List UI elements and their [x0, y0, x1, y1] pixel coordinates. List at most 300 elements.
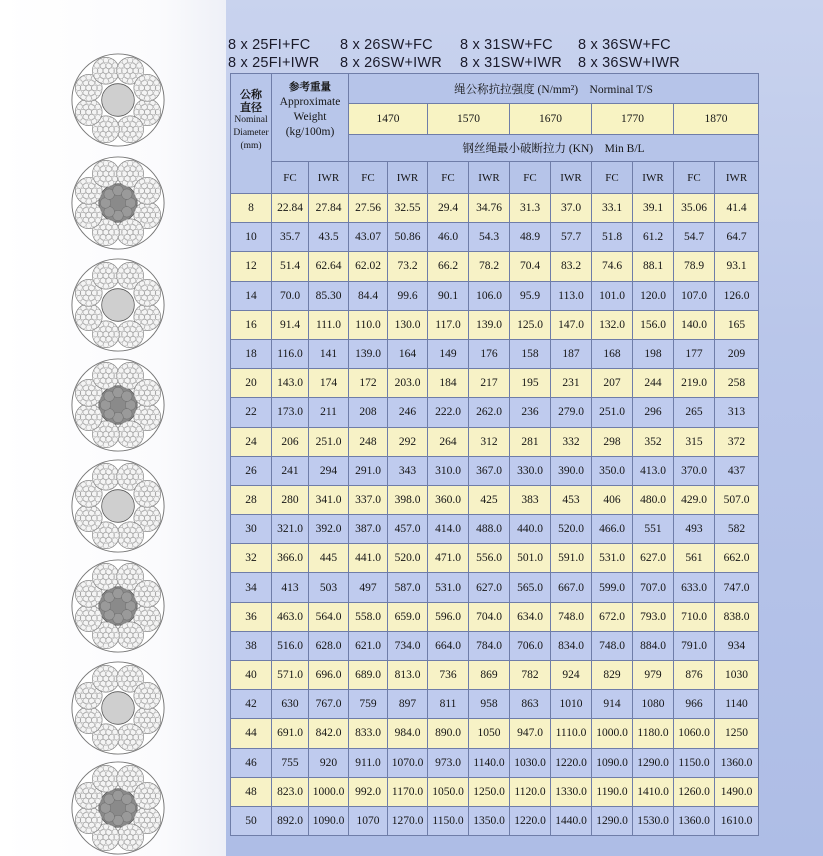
value-cell: 429.0	[674, 485, 715, 514]
value-cell: 829	[592, 661, 633, 690]
value-cell: 206	[272, 427, 309, 456]
column-fc-header: FC	[510, 162, 551, 194]
breaking-load-header: 钢丝绳最小破断拉力 (KN) Min B/L	[349, 135, 759, 162]
value-cell: 696.0	[309, 661, 349, 690]
value-cell: 156.0	[633, 310, 674, 339]
value-cell: 330.0	[510, 456, 551, 485]
value-cell: 337.0	[349, 485, 388, 514]
value-cell: 244	[633, 369, 674, 398]
value-cell: 984.0	[388, 719, 428, 748]
column-fc-header: FC	[674, 162, 715, 194]
table-row	[231, 310, 759, 339]
value-cell: 246	[388, 398, 428, 427]
value-cell: 390.0	[551, 456, 592, 485]
value-cell: 1080	[633, 690, 674, 719]
value-cell: 979	[633, 661, 674, 690]
value-cell: 599.0	[592, 573, 633, 602]
value-cell: 823.0	[272, 777, 309, 806]
value-cell: 1440.0	[551, 806, 592, 835]
table-row	[231, 281, 759, 310]
title-8x36sw-iwr: 8 x 36SW+IWR	[578, 55, 680, 71]
value-cell: 784.0	[469, 631, 510, 660]
strength-1470: 1470	[349, 104, 428, 135]
value-cell: 591.0	[551, 544, 592, 573]
column-iwr-header: IWR	[633, 162, 674, 194]
value-cell: 70.4	[510, 252, 551, 281]
diameter-cell: 12	[231, 252, 272, 281]
weight-header	[272, 74, 349, 162]
table-row	[231, 777, 759, 806]
value-cell: 1140	[715, 690, 759, 719]
value-cell: 140.0	[674, 310, 715, 339]
value-cell: 1010	[551, 690, 592, 719]
diameter-cell: 14	[231, 281, 272, 310]
diameter-cell: 10	[231, 223, 272, 252]
value-cell: 706.0	[510, 631, 551, 660]
value-cell: 911.0	[349, 748, 388, 777]
title-8x36sw-fc: 8 x 36SW+FC	[578, 37, 671, 53]
rope-cross-section-diagram	[70, 558, 166, 654]
value-cell: 551	[633, 515, 674, 544]
value-cell: 143.0	[272, 369, 309, 398]
value-cell: 141	[309, 339, 349, 368]
value-cell: 383	[510, 485, 551, 514]
value-cell: 35.06	[674, 194, 715, 223]
value-cell: 1360.0	[674, 806, 715, 835]
value-cell: 106.0	[469, 281, 510, 310]
value-cell: 914	[592, 690, 633, 719]
value-cell: 621.0	[349, 631, 388, 660]
value-cell: 672.0	[592, 602, 633, 631]
value-cell: 258	[715, 369, 759, 398]
value-cell: 292	[388, 427, 428, 456]
strength-1570: 1570	[428, 104, 510, 135]
value-cell: 360.0	[428, 485, 469, 514]
value-cell: 280	[272, 485, 309, 514]
value-cell: 164	[388, 339, 428, 368]
column-fc-header: FC	[272, 162, 309, 194]
value-cell: 628.0	[309, 631, 349, 660]
value-cell: 507.0	[715, 485, 759, 514]
value-cell: 33.1	[592, 194, 633, 223]
value-cell: 691.0	[272, 719, 309, 748]
value-cell: 34.76	[469, 194, 510, 223]
value-cell: 406	[592, 485, 633, 514]
value-cell: 111.0	[309, 310, 349, 339]
value-cell: 1180.0	[633, 719, 674, 748]
value-cell: 503	[309, 573, 349, 602]
strength-1770: 1770	[592, 104, 674, 135]
value-cell: 110.0	[349, 310, 388, 339]
value-cell: 332	[551, 427, 592, 456]
value-cell: 27.84	[309, 194, 349, 223]
value-cell: 366.0	[272, 544, 309, 573]
value-cell: 747.0	[715, 573, 759, 602]
value-cell: 90.1	[428, 281, 469, 310]
table-row	[231, 485, 759, 514]
weight-en-1: Approximate	[279, 96, 341, 108]
value-cell: 343	[388, 456, 428, 485]
value-cell: 1000.0	[592, 719, 633, 748]
value-cell: 466.0	[592, 515, 633, 544]
value-cell: 1220.0	[510, 806, 551, 835]
value-cell: 897	[388, 690, 428, 719]
value-cell: 177	[674, 339, 715, 368]
value-cell: 172	[349, 369, 388, 398]
value-cell: 531.0	[428, 573, 469, 602]
diameter-cell: 40	[231, 661, 272, 690]
value-cell: 992.0	[349, 777, 388, 806]
value-cell: 1140.0	[469, 748, 510, 777]
value-cell: 659.0	[388, 602, 428, 631]
value-cell: 207	[592, 369, 633, 398]
value-cell: 31.3	[510, 194, 551, 223]
table-row	[231, 398, 759, 427]
value-cell: 596.0	[428, 602, 469, 631]
value-cell: 662.0	[715, 544, 759, 573]
table-row	[231, 369, 759, 398]
value-cell: 437	[715, 456, 759, 485]
value-cell: 352	[633, 427, 674, 456]
table-row	[231, 690, 759, 719]
value-cell: 561	[674, 544, 715, 573]
value-cell: 973.0	[428, 748, 469, 777]
value-cell: 392.0	[309, 515, 349, 544]
value-cell: 1270.0	[388, 806, 428, 835]
value-cell: 1110.0	[551, 719, 592, 748]
value-cell: 158	[510, 339, 551, 368]
value-cell: 1220.0	[551, 748, 592, 777]
value-cell: 1260.0	[674, 777, 715, 806]
value-cell: 833.0	[349, 719, 388, 748]
strength-header: 绳公称抗拉强度 (N/mm²) Norminal T/S	[349, 74, 759, 104]
column-iwr-header: IWR	[388, 162, 428, 194]
value-cell: 113.0	[551, 281, 592, 310]
value-cell: 892.0	[272, 806, 309, 835]
diameter-cell: 16	[231, 310, 272, 339]
value-cell: 62.64	[309, 252, 349, 281]
value-cell: 168	[592, 339, 633, 368]
value-cell: 966	[674, 690, 715, 719]
value-cell: 398.0	[388, 485, 428, 514]
value-cell: 57.7	[551, 223, 592, 252]
title-8x25fi-fc: 8 x 25FI+FC	[228, 37, 311, 53]
value-cell: 84.4	[349, 281, 388, 310]
value-cell: 890.0	[428, 719, 469, 748]
value-cell: 1330.0	[551, 777, 592, 806]
value-cell: 173.0	[272, 398, 309, 427]
value-cell: 558.0	[349, 602, 388, 631]
value-cell: 863	[510, 690, 551, 719]
rope-cross-section-diagram	[70, 357, 166, 453]
value-cell: 367.0	[469, 456, 510, 485]
rope-cross-section-diagram	[70, 52, 166, 148]
value-cell: 869	[469, 661, 510, 690]
weight-unit: (kg/100m)	[285, 126, 335, 138]
value-cell: 209	[715, 339, 759, 368]
rope-cross-section-diagram	[70, 458, 166, 554]
value-cell: 414.0	[428, 515, 469, 544]
value-cell: 445	[309, 544, 349, 573]
value-cell: 203.0	[388, 369, 428, 398]
value-cell: 1610.0	[715, 806, 759, 835]
value-cell: 83.2	[551, 252, 592, 281]
value-cell: 62.02	[349, 252, 388, 281]
column-fc-header: FC	[349, 162, 388, 194]
diameter-cell: 46	[231, 748, 272, 777]
value-cell: 748.0	[551, 602, 592, 631]
diameter-cell: 8	[231, 194, 272, 223]
value-cell: 564.0	[309, 602, 349, 631]
value-cell: 217	[469, 369, 510, 398]
table-row	[231, 339, 759, 368]
value-cell: 231	[551, 369, 592, 398]
value-cell: 501.0	[510, 544, 551, 573]
value-cell: 132.0	[592, 310, 633, 339]
value-cell: 1150.0	[674, 748, 715, 777]
value-cell: 85.30	[309, 281, 349, 310]
diameter-unit: (mm)	[240, 141, 262, 151]
value-cell: 748.0	[592, 631, 633, 660]
value-cell: 73.2	[388, 252, 428, 281]
value-cell: 198	[633, 339, 674, 368]
table-row	[231, 602, 759, 631]
value-cell: 582	[715, 515, 759, 544]
diameter-cell: 20	[231, 369, 272, 398]
value-cell: 1120.0	[510, 777, 551, 806]
value-cell: 958	[469, 690, 510, 719]
column-fc-header: FC	[592, 162, 633, 194]
diameter-en-2: Diameter	[233, 128, 269, 138]
table-row	[231, 194, 759, 223]
value-cell: 811	[428, 690, 469, 719]
value-cell: 876	[674, 661, 715, 690]
value-cell: 313	[715, 398, 759, 427]
diameter-header	[231, 74, 272, 194]
titles-row-iwr	[228, 54, 708, 72]
value-cell: 920	[309, 748, 349, 777]
value-cell: 312	[469, 427, 510, 456]
value-cell: 1090.0	[592, 748, 633, 777]
diameter-en-1: Nominal	[234, 115, 268, 125]
value-cell: 70.0	[272, 281, 309, 310]
value-cell: 208	[349, 398, 388, 427]
rope-construction-titles	[228, 36, 708, 72]
value-cell: 1050	[469, 719, 510, 748]
value-cell: 350.0	[592, 456, 633, 485]
value-cell: 924	[551, 661, 592, 690]
titles-row-fc	[228, 36, 708, 54]
table-row	[231, 719, 759, 748]
value-cell: 587.0	[388, 573, 428, 602]
value-cell: 251.0	[309, 427, 349, 456]
value-cell: 74.6	[592, 252, 633, 281]
value-cell: 759	[349, 690, 388, 719]
value-cell: 298	[592, 427, 633, 456]
value-cell: 195	[510, 369, 551, 398]
value-cell: 1090.0	[309, 806, 349, 835]
diameter-cell: 22	[231, 398, 272, 427]
value-cell: 1190.0	[592, 777, 633, 806]
value-cell: 174	[309, 369, 349, 398]
value-cell: 279.0	[551, 398, 592, 427]
value-cell: 707.0	[633, 573, 674, 602]
value-cell: 66.2	[428, 252, 469, 281]
value-cell: 710.0	[674, 602, 715, 631]
value-cell: 516.0	[272, 631, 309, 660]
value-cell: 116.0	[272, 339, 309, 368]
value-cell: 139.0	[469, 310, 510, 339]
value-cell: 315	[674, 427, 715, 456]
value-cell: 488.0	[469, 515, 510, 544]
value-cell: 61.2	[633, 223, 674, 252]
title-8x26sw-iwr: 8 x 26SW+IWR	[340, 55, 442, 71]
value-cell: 211	[309, 398, 349, 427]
value-cell: 51.4	[272, 252, 309, 281]
rope-cross-section-diagram	[70, 257, 166, 353]
value-cell: 251.0	[592, 398, 633, 427]
value-cell: 139.0	[349, 339, 388, 368]
value-cell: 54.3	[469, 223, 510, 252]
diameter-cn-2: 直径	[240, 101, 262, 114]
value-cell: 884.0	[633, 631, 674, 660]
value-cell: 531.0	[592, 544, 633, 573]
weight-cn: 参考重量	[289, 81, 331, 93]
value-cell: 296	[633, 398, 674, 427]
value-cell: 556.0	[469, 544, 510, 573]
diameter-cell: 34	[231, 573, 272, 602]
value-cell: 1290.0	[633, 748, 674, 777]
value-cell: 222.0	[428, 398, 469, 427]
strength-1870: 1870	[674, 104, 759, 135]
value-cell: 793.0	[633, 602, 674, 631]
value-cell: 493	[674, 515, 715, 544]
value-cell: 54.7	[674, 223, 715, 252]
value-cell: 107.0	[674, 281, 715, 310]
weight-en-2: Weight	[293, 111, 327, 123]
diameter-cell: 18	[231, 339, 272, 368]
value-cell: 520.0	[551, 515, 592, 544]
value-cell: 565.0	[510, 573, 551, 602]
diameter-cell: 32	[231, 544, 272, 573]
value-cell: 264	[428, 427, 469, 456]
value-cell: 130.0	[388, 310, 428, 339]
value-cell: 149	[428, 339, 469, 368]
diameter-cell: 38	[231, 631, 272, 660]
value-cell: 1030.0	[510, 748, 551, 777]
value-cell: 633.0	[674, 573, 715, 602]
value-cell: 120.0	[633, 281, 674, 310]
value-cell: 1350.0	[469, 806, 510, 835]
value-cell: 35.7	[272, 223, 309, 252]
value-cell: 842.0	[309, 719, 349, 748]
value-cell: 1050.0	[428, 777, 469, 806]
column-iwr-header: IWR	[309, 162, 349, 194]
diameter-cell: 50	[231, 806, 272, 835]
value-cell: 453	[551, 485, 592, 514]
value-cell: 387.0	[349, 515, 388, 544]
value-cell: 1290.0	[592, 806, 633, 835]
value-cell: 463.0	[272, 602, 309, 631]
value-cell: 43.07	[349, 223, 388, 252]
value-cell: 1490.0	[715, 777, 759, 806]
value-cell: 294	[309, 456, 349, 485]
value-cell: 39.1	[633, 194, 674, 223]
rope-cross-section-diagram	[70, 660, 166, 756]
value-cell: 413.0	[633, 456, 674, 485]
value-cell: 22.84	[272, 194, 309, 223]
value-cell: 291.0	[349, 456, 388, 485]
value-cell: 664.0	[428, 631, 469, 660]
value-cell: 101.0	[592, 281, 633, 310]
value-cell: 630	[272, 690, 309, 719]
title-8x25fi-iwr: 8 x 25FI+IWR	[228, 55, 320, 71]
value-cell: 1030	[715, 661, 759, 690]
value-cell: 126.0	[715, 281, 759, 310]
value-cell: 1070	[349, 806, 388, 835]
value-cell: 93.1	[715, 252, 759, 281]
value-cell: 37.0	[551, 194, 592, 223]
value-cell: 440.0	[510, 515, 551, 544]
value-cell: 64.7	[715, 223, 759, 252]
value-cell: 480.0	[633, 485, 674, 514]
value-cell: 667.0	[551, 573, 592, 602]
value-cell: 372	[715, 427, 759, 456]
value-cell: 1530.0	[633, 806, 674, 835]
value-cell: 734.0	[388, 631, 428, 660]
value-cell: 27.56	[349, 194, 388, 223]
table-row	[231, 748, 759, 777]
value-cell: 838.0	[715, 602, 759, 631]
rope-cross-section-diagram	[70, 155, 166, 251]
value-cell: 497	[349, 573, 388, 602]
value-cell: 248	[349, 427, 388, 456]
value-cell: 281	[510, 427, 551, 456]
value-cell: 32.55	[388, 194, 428, 223]
value-cell: 51.8	[592, 223, 633, 252]
value-cell: 219.0	[674, 369, 715, 398]
value-cell: 184	[428, 369, 469, 398]
value-cell: 78.2	[469, 252, 510, 281]
value-cell: 1170.0	[388, 777, 428, 806]
value-cell: 99.6	[388, 281, 428, 310]
value-cell: 457.0	[388, 515, 428, 544]
value-cell: 947.0	[510, 719, 551, 748]
diameter-cn-1: 公称	[240, 88, 262, 101]
value-cell: 265	[674, 398, 715, 427]
table-row	[231, 661, 759, 690]
diameter-cell: 44	[231, 719, 272, 748]
value-cell: 1060.0	[674, 719, 715, 748]
value-cell: 236	[510, 398, 551, 427]
value-cell: 48.9	[510, 223, 551, 252]
value-cell: 262.0	[469, 398, 510, 427]
value-cell: 91.4	[272, 310, 309, 339]
value-cell: 1360.0	[715, 748, 759, 777]
value-cell: 627.0	[633, 544, 674, 573]
diameter-cell: 24	[231, 427, 272, 456]
table-row	[231, 631, 759, 660]
diameter-cell: 26	[231, 456, 272, 485]
value-cell: 813.0	[388, 661, 428, 690]
value-cell: 791.0	[674, 631, 715, 660]
specification-table	[230, 73, 758, 842]
diameter-cell: 30	[231, 515, 272, 544]
value-cell: 341.0	[309, 485, 349, 514]
title-8x31sw-iwr: 8 x 31SW+IWR	[460, 55, 562, 71]
value-cell: 767.0	[309, 690, 349, 719]
value-cell: 520.0	[388, 544, 428, 573]
